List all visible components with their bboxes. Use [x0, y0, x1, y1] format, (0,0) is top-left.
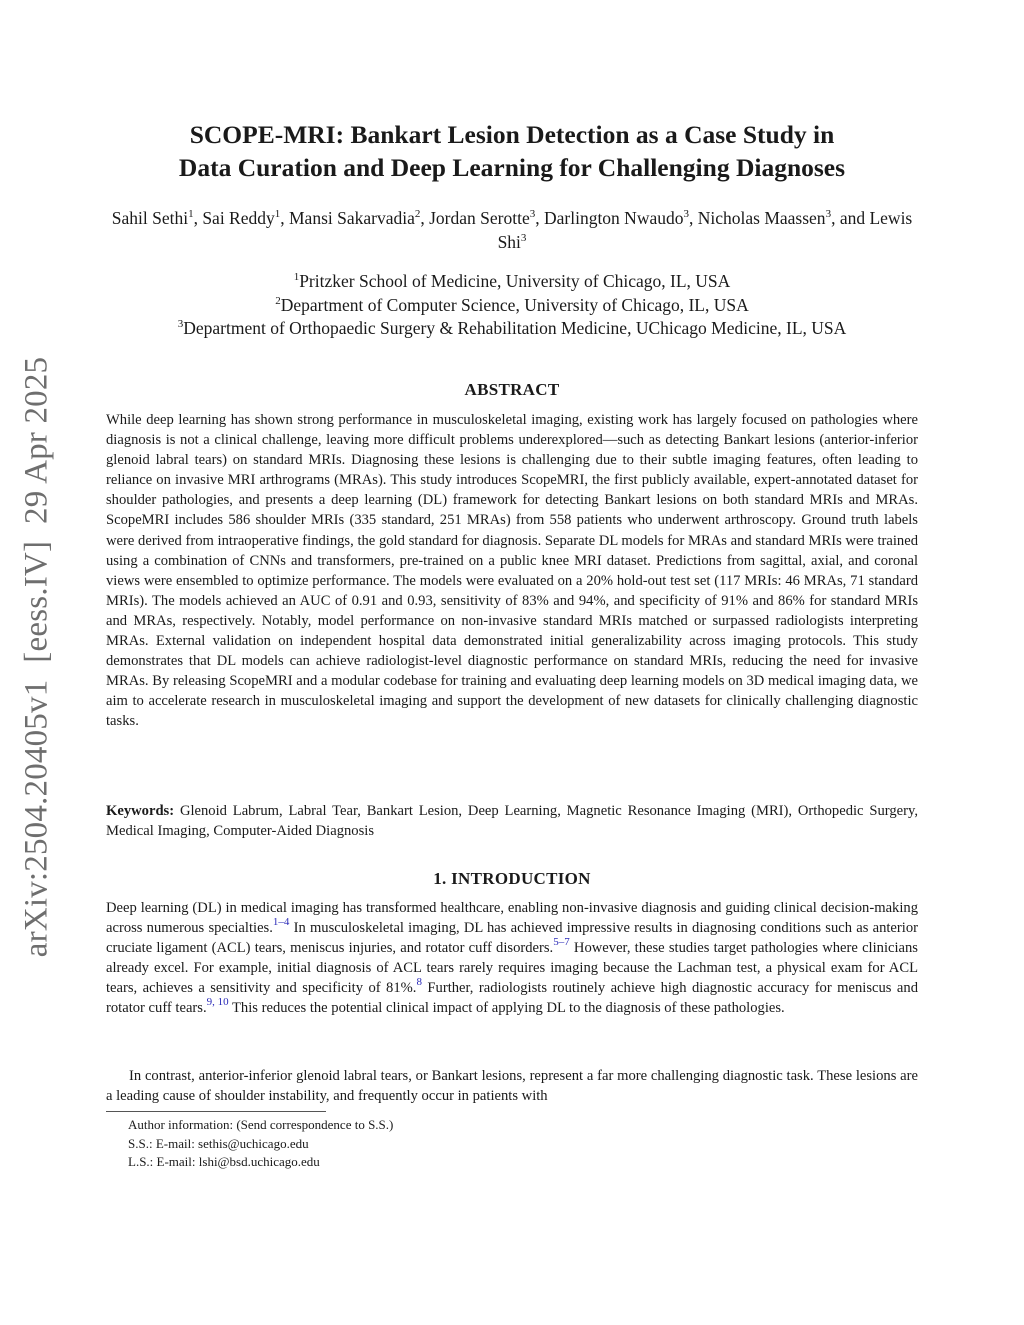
- author: [289, 208, 420, 228]
- keywords-text: Glenoid Labrum, Labral Tear, Bankart Lesion, Deep Learning, Magnetic Resonance Imaging (MRI), Orthopedic Surgery, Medical Imaging, Computer-Aided Diagnosis: [106, 803, 918, 840]
- footnote-line: Author information: (Send correspondence to S.S.): [128, 1117, 394, 1132]
- affiliation-number: 2: [275, 294, 281, 307]
- author: [202, 208, 280, 228]
- arxiv-identifier: arXiv:2504.20405v1 [eess.IV] 29 Apr 2025: [18, 356, 55, 958]
- introduction-paragraph-1: Deep learning (DL) in medical imaging has transformed healthcare, enabling non-invasive diagnosis and guiding clinical decision-making across numerous specialties.$^{1-4}$ In musculoskeletal imaging, DL has achieved impressive results in diagnosing conditions such as anterior cruciate ligament (ACL) tears, meniscus injuries, and rotator cuff disorders.$^{5-7}$ However, these studies target pathologies where clinicians already excel. For example, initial diagnosis of ACL tears rarely requires imaging because the Lachman test, a physical exam for ACL tears, achieves a sensitivity and specificity of 81%.$^8$ Further, radiologists routinely achieve high diagnostic accuracy for meniscus and rotator cuff tears.$^{9, 10}$ This reduces the potential clinical impact of applying DL to the diagnosis of these pathologies.: [106, 900, 918, 1017]
- introduction-heading: 1. INTRODUCTION: [433, 869, 591, 888]
- citation: 1–4: [272, 916, 290, 929]
- introduction-paragraph-2: In contrast, anterior-inferior glenoid labral tears, or Bankart lesions, represent a far more challenging diagnostic task. These lesions are a leading cause of shoulder instability, and frequently occur in patients with: [106, 1068, 918, 1105]
- affiliation-number: 1: [293, 271, 300, 283]
- author-name: Nicholas Maassen: [697, 208, 826, 228]
- citation: 9, 10: [206, 996, 229, 1009]
- author-affiliation-number: 3: [520, 232, 527, 244]
- author-name: Darlington Nwaudo: [543, 208, 684, 228]
- author-affiliation-number: 3: [683, 208, 689, 220]
- affiliation: [80, 270, 944, 294]
- affiliation-list: [80, 270, 944, 341]
- author-name: Sai Reddy: [202, 208, 275, 228]
- footnote-divider: [106, 1111, 326, 1112]
- abstract-text: While deep learning has shown strong performance in musculoskeletal imaging, existing work has largely focused on pathologies where diagnosis is not a clinical challenge, leaving more difficult problems underexplored—such as detecting Bankart lesions (anterior-inferior glenoid labral tears) on standard MRIs. Diagnosing these lesions is challenging due to their subtle imaging features, often leading to reliance on invasive MRI arthrograms (MRAs). This study introduces ScopeMRI, the first publicly available, expert-annotated dataset for shoulder pathologies, and presents a deep learning (DL) framework for detecting Bankart lesions on both standard MRIs and MRAs. ScopeMRI includes 586 shoulder MRIs (335 standard, 251 MRAs) from 558 patients who underwent arthroscopy. Ground truth labels were derived from intraoperative findings, the gold standard for diagnosis. Separate DL models for MRAs and standard MRIs were trained using a combination of CNNs and transformers, pre-trained on a public knee MRI dataset. Predictions from sagittal, axial, and coronal views were ensembled to optimize performance. The models were evaluated on a 20% hold-out test set (117 MRIs: 46 MRAs, 71 standard MRIs). The models achieved an AUC of 0.91 and 0.93, sensitivity of 83% and 94%, and specificity of 91% and 86% for standard MRIs and MRAs, respectively. Notably, model performance on non-invasive standard MRIs matched or surpassed radiologists interpreting MRAs. External validation on independent hospital data demonstrated initial generalizability across imaging protocols. This study demonstrates that DL models can achieve radiologist-level diagnostic performance on standard MRIs, reducing the need for invasive MRAs. By releasing ScopeMRI and a modular codebase for training and evaluating deep learning models on 3D medical imaging data, we aim to accelerate research in musculoskeletal imaging and support the development of new datasets for clinically challenging diagnostic tasks.: [106, 412, 918, 730]
- author-affiliation-number: 2: [414, 208, 421, 220]
- footnote-line: L.S.: E-mail: lshi@bsd.uchicago.edu: [128, 1154, 320, 1169]
- author-affiliation-number: 1: [274, 208, 281, 220]
- keywords: [106, 801, 918, 841]
- author: [112, 208, 194, 228]
- author: [429, 208, 535, 228]
- abstract-heading: ABSTRACT: [464, 380, 560, 399]
- author-list: Sahil Sethi$^1$, Sai Reddy$^1$, Mansi Sakarvadia$^2$, Jordan Serotte$^3$, Darlington Nwaudo$^3$, Nicholas Maassen$^3$, and Lewis Shi$^3$: [111, 208, 913, 252]
- author-affiliation-number: 3: [529, 208, 536, 220]
- paper-title: [80, 118, 944, 184]
- author-name: Mansi Sakarvadia: [289, 208, 415, 228]
- author: [698, 208, 831, 228]
- affiliation-text: Pritzker School of Medicine, University of Chicago, IL, USA: [299, 271, 731, 291]
- title-line-1: SCOPE-MRI: Bankart Lesion Detection as a Case Study in: [189, 120, 835, 149]
- footnote-line: S.S.: E-mail: sethis@uchicago.edu: [128, 1135, 309, 1151]
- author-name: Sahil Sethi: [111, 208, 189, 228]
- citation: 8: [416, 976, 422, 989]
- keywords-label: Keywords:: [106, 803, 175, 819]
- affiliation-number: 3: [177, 318, 184, 330]
- title-line-2: Data Curation and Deep Learning for Challenging Diagnoses: [178, 153, 846, 182]
- author-affiliation-number: 1: [188, 208, 194, 220]
- footnotes: [128, 1116, 393, 1172]
- author: [544, 208, 689, 228]
- author-name: Jordan Serotte: [429, 208, 530, 228]
- author-name: Lewis Shi: [497, 208, 913, 252]
- affiliation-text: Department of Computer Science, University of Chicago, IL, USA: [280, 294, 749, 315]
- author-affiliation-number: 3: [825, 208, 832, 220]
- affiliation: [80, 317, 944, 341]
- citation: 5–7: [553, 936, 570, 949]
- affiliation: [80, 294, 944, 318]
- affiliation-text: Department of Orthopaedic Surgery & Rehabilitation Medicine, UChicago Medicine, IL, USA: [183, 318, 847, 338]
